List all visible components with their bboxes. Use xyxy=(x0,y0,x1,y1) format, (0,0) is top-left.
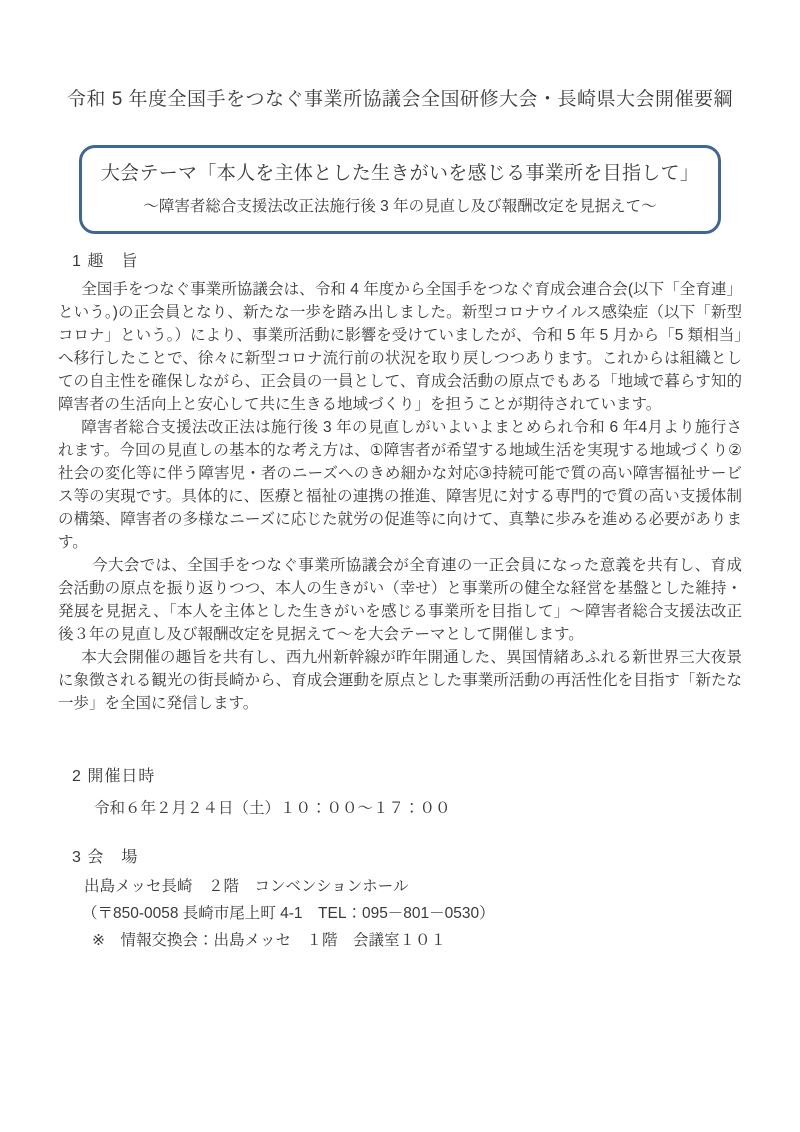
theme-box xyxy=(79,145,721,234)
section3-venue: 出島メッセ長崎 ２階 コンベンションホール xyxy=(84,878,409,895)
section1-paragraph-2: 障害者総合支援法改正法は施行後 3 年の見直しがいよいよまとめられ令和 6 年4月より施行されます。今回の見直しの基本的な考え方は、①障害者が希望する地域生活を実現する地域づくり②社会の変化等に伴う障害児・者のニーズへのきめ細かな対応③持続可能で質の高い障害福祉サービス等の実現です。具体的に、医療と福祉の連携の推進、障害児に対する専門的で質の高い支援体制の構築、障害者の多様なニーズに応じた就労の促進等に向けて、真摯に歩みを進める必要があります。 xyxy=(58,419,742,551)
document-title: 令和 5 年度全国手をつなぐ事業所協議会全国研修大会・長崎県大会開催要綱 xyxy=(66,89,734,110)
section3-note: ※ 情報交換会：出島メッセ １階 会議室１０１ xyxy=(92,932,446,949)
theme-main-text: 大会テーマ「本人を主体とした生きがいを感じる事業所を目指して」 xyxy=(100,163,700,184)
theme-sub-text: ～障害者総合支援法改正法施行後 3 年の見直し及び報酬改定を見据えて～ xyxy=(143,198,657,215)
section1-paragraph-4: 本大会開催の趣旨を共有し、西九州新幹線が昨年開通した、異国情緒あふれる新世界三大夜景に象徴される観光の街長崎から、育成会運動を原点とした事業所活動の再活性化を目指す「新たな一歩」を全国に発信します。 xyxy=(58,649,742,712)
section1-paragraph-1: 全国手をつなぐ事業所協議会は、令和 4 年度から全国手をつなぐ育成会連合会(以下「全育連」という。)の正会員となり、新たな一歩を踏み出しました。新型コロナウイルス感染症（以下「新型コロナ」という。）により、事業所活動に影響を受けていましたが、令和 5 年 5 月から「5 類相当」へ移行したことで、徐々に新型コロナ流行前の状況を取り戻しつつあります。これからは組織としての自主性を確保しながら、正会員の一員として、育成会活動の原点でもある「地域で暮らす知的障害者の生活向上と安心して共に生きる地域づくり」を担うことが期待されています。 xyxy=(58,281,742,413)
section1-heading: 1 趣 旨 xyxy=(72,253,139,270)
section2-datetime: 令和６年２月２４日（土）１０：００～１７：００ xyxy=(94,800,451,817)
section1-paragraph-3: 今大会では、全国手をつなぐ事業所協議会が全育連の一正会員になった意義を共有し、育成会活動の原点を振り返りつつ、本人の生きがい（幸せ）と事業所の健全な経営を基盤とした維持・発展を見据え、「本人を主体とした生きがいを感じる事業所を目指して」～障害者総合支援法改正後３年の見直し及び報酬改定を見据えて～を大会テーマとして開催します。 xyxy=(58,557,742,643)
section3-address: （〒850-0058 長崎市尾上町 4-1 TEL：095－801－0530） xyxy=(82,905,495,922)
document-body xyxy=(58,250,742,954)
section3-heading: 3 会 場 xyxy=(72,849,139,866)
section2-heading: 2 開催日時 xyxy=(72,768,156,785)
